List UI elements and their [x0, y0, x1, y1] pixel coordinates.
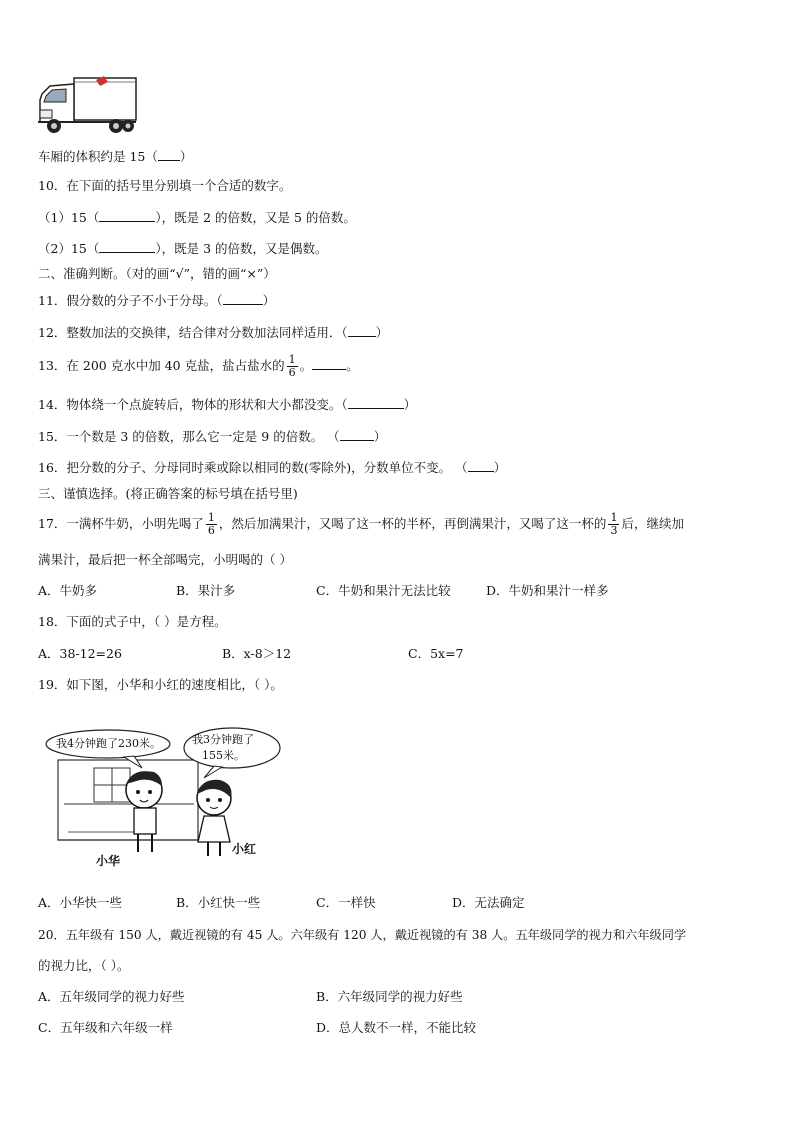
- fraction: [287, 354, 298, 379]
- answer-blank[interactable]: [312, 357, 346, 370]
- q18-option-c[interactable]: C．5x=7: [408, 646, 464, 661]
- q19-option-d[interactable]: D．无法确定: [452, 895, 525, 910]
- fraction-denominator: 6: [288, 366, 296, 379]
- q17-line2: 满果汁，最后把一杯全部喝完，小明喝的（ ）: [38, 552, 292, 567]
- q10-part1: [38, 209, 356, 226]
- fraction-denominator: 3: [610, 524, 618, 537]
- speech-bubble-xiaohua: 我4分钟跑了230米。: [56, 737, 161, 750]
- q9-line: [38, 148, 192, 165]
- q17-option-a[interactable]: A．牛奶多: [38, 583, 98, 598]
- q16-close: ）: [493, 460, 507, 475]
- truck-illustration: [36, 72, 140, 138]
- q17-text-b: ，然后加满果汁，又喝了这一杯的半杯，再倒满果汁，又喝了这一杯的: [218, 516, 607, 531]
- q11-text: 11．假分数的分子不小于分母。（: [38, 293, 223, 308]
- q12-close: ）: [375, 325, 389, 340]
- q9-text-a: 车厢的体积约是 15（: [38, 149, 158, 164]
- label-xiaohong: 小红: [232, 842, 257, 856]
- q20-line2: 的视力比，（ ）。: [38, 958, 130, 973]
- speech-bubble-xiaohong-line1: 我3分钟跑了: [192, 733, 254, 746]
- q10-stem: 10．在下面的括号里分别填一个合适的数字。: [38, 178, 292, 193]
- q10-part1-a: （1）15（: [38, 210, 100, 225]
- fraction: [206, 512, 217, 537]
- q15-text: 15．一个数是 3 的倍数，那么它一定是 9 的倍数。 （: [38, 429, 340, 444]
- q13-period: 。: [299, 358, 313, 373]
- answer-blank[interactable]: [340, 428, 374, 441]
- q19-stem: 19．如下图，小华和小红的速度相比，（ ）。: [38, 677, 283, 692]
- q19-option-a[interactable]: A．小华快一些: [38, 895, 123, 910]
- q20-option-d[interactable]: D．总人数不一样，不能比较: [316, 1020, 477, 1035]
- q16-line: [38, 459, 506, 476]
- q12-text: 12．整数加法的交换律，结合律对分数加法同样适用．（: [38, 325, 348, 340]
- q20-option-b[interactable]: B．六年级同学的视力好些: [316, 989, 463, 1004]
- q14-text: 14．物体绕一个点旋转后，物体的形状和大小都没变。（: [38, 397, 348, 412]
- q17-option-c[interactable]: C．牛奶和果汁无法比较: [316, 583, 451, 598]
- q10-part2-b: ），既是 3 的倍数，又是偶数。: [155, 241, 328, 256]
- q15-line: [38, 428, 386, 445]
- q15-close: ）: [373, 429, 387, 444]
- label-xiaohua: 小华: [96, 854, 121, 868]
- q11-line: [38, 292, 275, 309]
- section-3-heading: 三、谨慎选择。(将正确答案的标号填在括号里): [38, 486, 298, 501]
- answer-blank[interactable]: [348, 396, 404, 409]
- q9-text-b: ）: [179, 149, 193, 164]
- speech-bubble-xiaohong-line2: 155米。: [202, 749, 245, 762]
- q18-stem: 18．下面的式子中，（ ）是方程。: [38, 614, 227, 629]
- q20-line1: 20．五年级有 150 人，戴近视镜的有 45 人。六年级有 120 人，戴近视镜的有 38 人。五年级同学的视力和六年级同学: [38, 928, 687, 942]
- fraction-numerator: 1: [610, 511, 618, 524]
- q17-option-d[interactable]: D．牛奶和果汁一样多: [486, 583, 609, 598]
- answer-blank[interactable]: [99, 240, 155, 253]
- q17-option-b[interactable]: B．果汁多: [176, 583, 236, 598]
- q18-option-b[interactable]: B．x-8＞12: [222, 646, 292, 661]
- section-2-heading: 二、准确判断。（对的画“√”，错的画“×”）: [38, 266, 276, 281]
- q10-part2: [38, 240, 328, 257]
- q14-line: [38, 396, 416, 413]
- q19-option-c[interactable]: C．一样快: [316, 895, 376, 910]
- q20-option-c[interactable]: C．五年级和六年级一样: [38, 1020, 173, 1035]
- q12-line: [38, 324, 388, 341]
- q13-end: 。: [346, 358, 359, 373]
- q17-text-a: 17．一满杯牛奶，小明先喝了: [38, 516, 204, 531]
- q20-option-a[interactable]: A．五年级同学的视力好些: [38, 989, 185, 1004]
- answer-blank[interactable]: [468, 459, 494, 472]
- q11-close: ）: [262, 293, 276, 308]
- q18-option-a[interactable]: A．38-12=26: [38, 646, 122, 661]
- q13-line: [38, 352, 359, 380]
- answer-blank[interactable]: [158, 148, 180, 161]
- q17-line1: [38, 510, 684, 538]
- q10-part1-b: ），既是 2 的倍数，又是 5 的倍数。: [155, 210, 356, 225]
- q17-text-c: 后，继续加: [621, 516, 684, 531]
- q16-text: 16．把分数的分子、分母同时乘或除以相同的数(零除外)，分数单位不变。 （: [38, 460, 468, 475]
- fraction-numerator: 1: [288, 353, 296, 366]
- fraction: [608, 512, 619, 537]
- answer-blank[interactable]: [348, 324, 376, 337]
- q13-text: 13．在 200 克水中加 40 克盐，盐占盐水的: [38, 358, 285, 373]
- answer-blank[interactable]: [99, 209, 155, 222]
- fraction-denominator: 6: [207, 524, 215, 537]
- q14-close: ）: [403, 397, 417, 412]
- q19-option-b[interactable]: B．小红快一些: [176, 895, 261, 910]
- q10-part2-a: （2）15（: [38, 241, 100, 256]
- fraction-numerator: 1: [207, 511, 215, 524]
- answer-blank[interactable]: [223, 292, 263, 305]
